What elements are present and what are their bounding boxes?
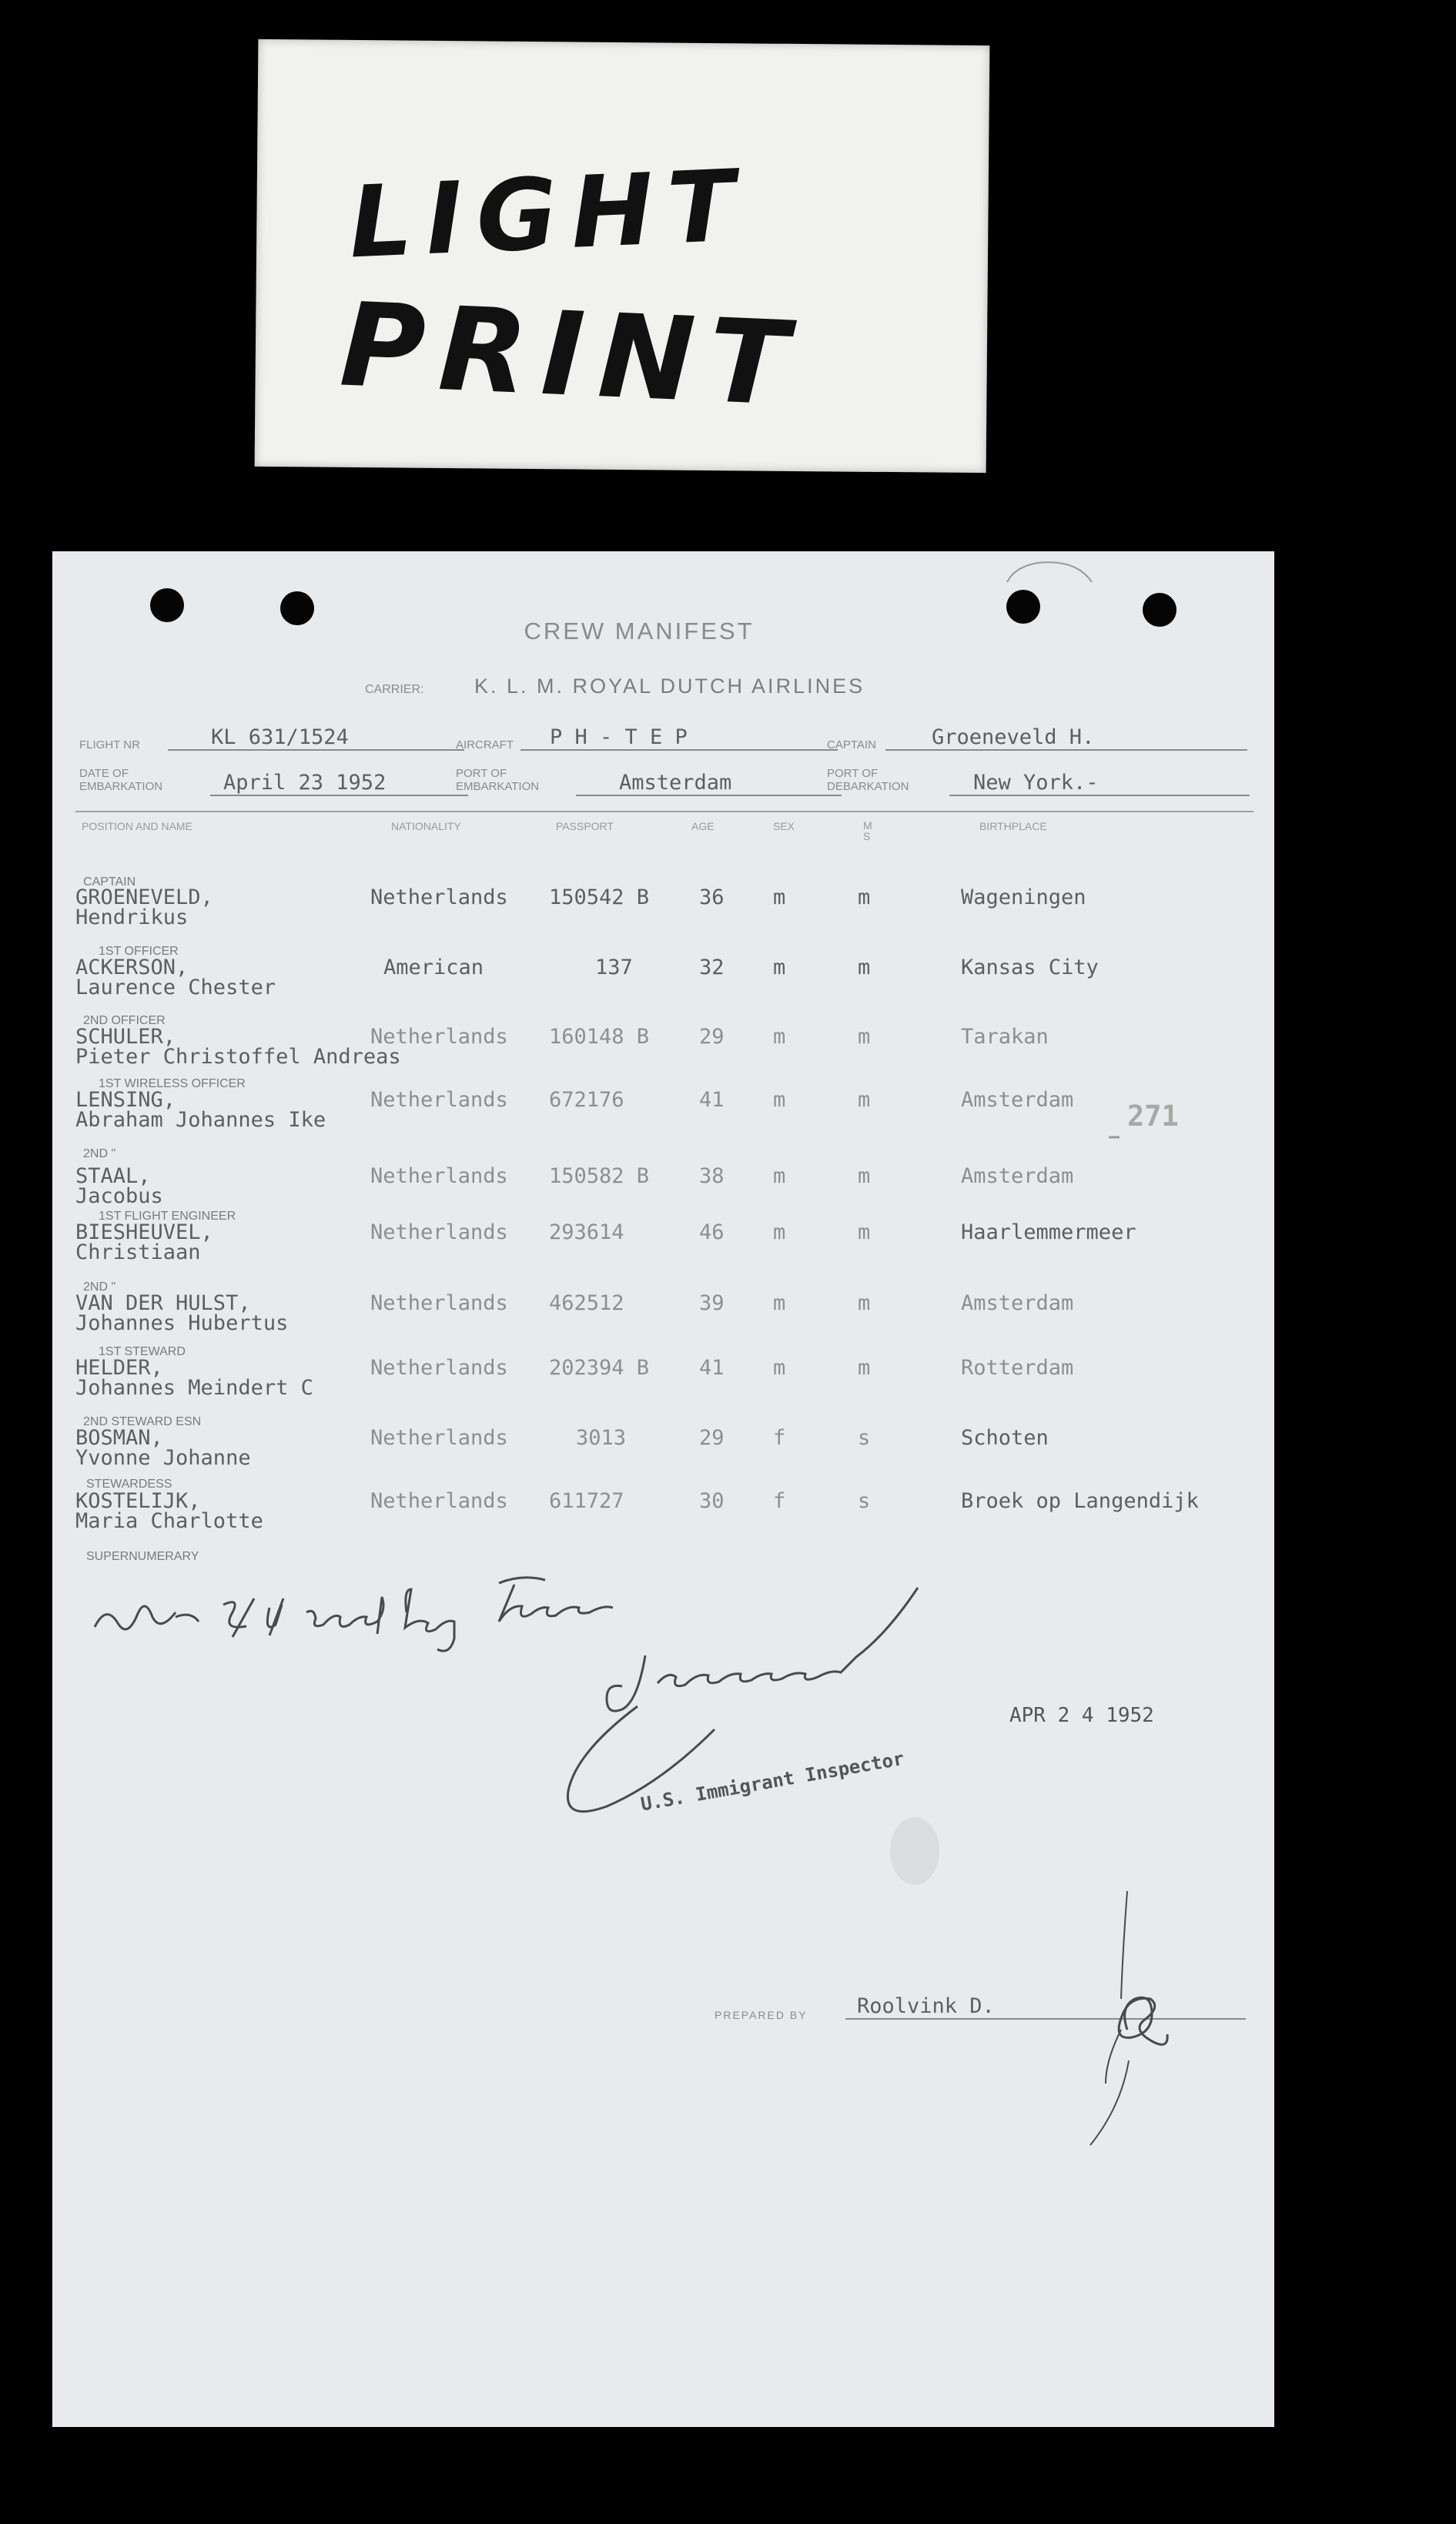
crew-given-name: Johannes Meindert C <box>75 1376 313 1400</box>
crew-passport: 137 <box>595 956 633 979</box>
crew-rank: CAPTAIN <box>83 875 136 889</box>
crew-age: 41 <box>699 1088 725 1112</box>
crew-rank: STEWARDESS <box>86 1478 172 1491</box>
crew-given-name: Jacobus <box>75 1184 163 1208</box>
crew-nationality: Netherlands <box>370 885 508 909</box>
crew-age: 30 <box>699 1489 725 1513</box>
crew-marital-status: m <box>858 1220 871 1244</box>
crew-marital-status: m <box>858 1088 871 1112</box>
handwriting-layer <box>52 551 1274 2427</box>
crew-sex: m <box>773 1291 786 1315</box>
crew-surname: BIESHEUVEL, <box>75 1220 213 1244</box>
port-dis-label-1: PORT OF <box>827 767 879 780</box>
aircraft-registration: P H - T E P <box>550 725 688 749</box>
preparer-signature-icon <box>1119 1997 1167 2044</box>
side-number: 271 <box>1127 1100 1179 1133</box>
crew-passport: 672176 <box>549 1088 624 1112</box>
crew-nationality: Netherlands <box>370 1164 508 1188</box>
crew-nationality: Netherlands <box>370 1220 508 1244</box>
crew-passport: 160148 B <box>549 1025 650 1049</box>
flight-label: FLIGHT NR <box>79 738 140 752</box>
crew-given-name: Yvonne Johanne <box>75 1446 251 1470</box>
header-position: POSITION AND NAME <box>82 820 192 832</box>
crew-age: 38 <box>699 1164 725 1188</box>
crew-sex: m <box>773 1088 786 1112</box>
crew-birthplace: Schoten <box>961 1426 1049 1450</box>
crew-nationality: American <box>383 956 484 979</box>
port-of-embarkation: Amsterdam <box>619 771 732 795</box>
crew-passport: 150582 B <box>549 1164 650 1188</box>
crew-birthplace: Rotterdam <box>961 1356 1074 1380</box>
crew-age: 36 <box>699 885 725 909</box>
crew-surname: ACKERSON, <box>75 956 189 979</box>
crew-rank: 1ST FLIGHT ENGINEER <box>99 1210 236 1223</box>
crew-marital-status: m <box>858 1356 871 1380</box>
crew-sex: f <box>773 1426 786 1450</box>
crew-sex: m <box>773 1025 786 1049</box>
crew-passport: 150542 B <box>549 885 650 909</box>
pencil-mark-icon <box>1007 562 1092 582</box>
crew-surname: LENSING, <box>75 1088 176 1112</box>
crew-age: 41 <box>699 1356 725 1380</box>
card-line-light: LIGHT <box>346 148 751 281</box>
crew-birthplace: Amsterdam <box>961 1164 1074 1188</box>
crew-nationality: Netherlands <box>370 1291 508 1315</box>
crew-birthplace: Kansas City <box>961 956 1099 979</box>
crew-age: 39 <box>699 1291 725 1315</box>
embarkation-date: April 23 1952 <box>223 771 387 795</box>
card-line-print: PRINT <box>337 278 805 433</box>
header-sex: SEX <box>773 820 795 832</box>
crew-nationality: Netherlands <box>370 1025 508 1049</box>
crew-marital-status: s <box>858 1426 871 1450</box>
handwritten-annotation-icon <box>95 1606 199 1629</box>
crew-given-name: Abraham Johannes Ike <box>75 1108 326 1132</box>
crew-marital-status: m <box>858 1025 871 1049</box>
crew-marital-status: s <box>858 1489 871 1513</box>
header-marital-status: M S <box>863 819 872 842</box>
captain-name: Groeneveld H. <box>932 725 1095 749</box>
crew-rank: 2ND OFFICER <box>83 1014 166 1027</box>
aircraft-label: AIRCRAFT <box>456 738 514 752</box>
crew-sex: m <box>773 1164 786 1188</box>
crew-rank: 1ST OFFICER <box>99 945 179 958</box>
header-nationality: NATIONALITY <box>391 820 461 832</box>
date-stamp: APR 2 4 1952 <box>1009 1704 1154 1727</box>
crew-nationality: Netherlands <box>370 1489 508 1513</box>
crew-sex: f <box>773 1489 786 1513</box>
crew-nationality: Netherlands <box>370 1088 508 1112</box>
inspector-stamp: U.S. Immigrant Inspector <box>639 1747 906 1816</box>
crew-nationality: Netherlands <box>370 1356 508 1380</box>
carrier-label: CARRIER: <box>365 683 424 696</box>
light-print-card <box>255 39 990 473</box>
crew-marital-status: m <box>858 1291 871 1315</box>
crew-given-name: Pieter Christoffel Andreas <box>75 1045 401 1069</box>
crew-given-name: Johannes Hubertus <box>75 1311 289 1335</box>
crew-passport: 202394 B <box>549 1356 650 1380</box>
crew-sex: m <box>773 885 786 909</box>
crew-age: 29 <box>699 1025 725 1049</box>
crew-rank: 2ND " <box>83 1147 116 1160</box>
carrier-name: K. L. M. ROYAL DUTCH AIRLINES <box>474 675 865 698</box>
header-passport: PASSPORT <box>556 820 614 832</box>
crew-given-name: Maria Charlotte <box>75 1509 263 1533</box>
crew-age: 29 <box>699 1426 725 1450</box>
crew-sex: m <box>773 1220 786 1244</box>
port-dis-label-2: DEBARKATION <box>827 780 909 793</box>
crew-marital-status: m <box>858 956 871 979</box>
crew-age: 32 <box>699 956 725 979</box>
crew-passport: 611727 <box>549 1489 624 1513</box>
crew-surname: GROENEVELD, <box>75 885 213 909</box>
crew-birthplace: Amsterdam <box>961 1291 1074 1315</box>
seal-stamp-icon <box>890 1817 939 1885</box>
flight-number: KL 631/1524 <box>211 725 349 749</box>
crew-manifest-sheet <box>52 551 1274 2427</box>
captain-label: CAPTAIN <box>827 738 876 752</box>
crew-passport: 293614 <box>549 1220 624 1244</box>
crew-rank: 1ST STEWARD <box>99 1345 186 1358</box>
supernumerary-label: SUPERNUMERARY <box>86 1550 199 1563</box>
port-of-debarkation: New York.- <box>973 771 1099 795</box>
crew-passport: 462512 <box>549 1291 624 1315</box>
crew-birthplace: Haarlemmermeer <box>961 1220 1136 1244</box>
port-emb-label-2: EMBARKATION <box>456 780 540 793</box>
crew-passport: 3013 <box>576 1426 627 1450</box>
crew-nationality: Netherlands <box>370 1426 508 1450</box>
crew-surname: KOSTELIJK, <box>75 1489 201 1513</box>
prepared-by-label: PREPARED BY <box>715 2009 808 2021</box>
port-emb-label-1: PORT OF <box>456 767 507 780</box>
crew-rank: 2ND " <box>83 1280 116 1294</box>
crew-age: 46 <box>699 1220 725 1244</box>
crew-sex: m <box>773 956 786 979</box>
crew-given-name: Christiaan <box>75 1240 201 1264</box>
crew-birthplace: Amsterdam <box>961 1088 1074 1112</box>
crew-surname: HELDER, <box>75 1356 163 1380</box>
manifest-title: CREW MANIFEST <box>524 618 755 644</box>
header-age: AGE <box>691 820 715 832</box>
date-label-1: DATE OF <box>79 767 129 780</box>
prepared-by-name: Roolvink D. <box>857 1994 995 2018</box>
crew-birthplace: Wageningen <box>961 885 1086 909</box>
crew-given-name: Laurence Chester <box>75 976 276 999</box>
crew-rank: 1ST WIRELESS OFFICER <box>99 1077 246 1090</box>
crew-rank: 2ND STEWARD ESN <box>83 1415 202 1428</box>
crew-surname: VAN DER HULST, <box>75 1291 251 1315</box>
date-label-2: EMBARKATION <box>79 780 163 793</box>
crew-given-name: Hendrikus <box>75 905 189 929</box>
crew-birthplace: Tarakan <box>961 1025 1049 1049</box>
crew-marital-status: m <box>858 1164 871 1188</box>
crew-sex: m <box>773 1356 786 1380</box>
crew-surname: SCHULER, <box>75 1025 176 1049</box>
crew-surname: STAAL, <box>75 1164 151 1188</box>
header-birthplace: BIRTHPLACE <box>979 820 1047 832</box>
crew-birthplace: Broek op Langendijk <box>961 1489 1199 1513</box>
crew-surname: BOSMAN, <box>75 1426 163 1450</box>
crew-marital-status: m <box>858 885 871 909</box>
